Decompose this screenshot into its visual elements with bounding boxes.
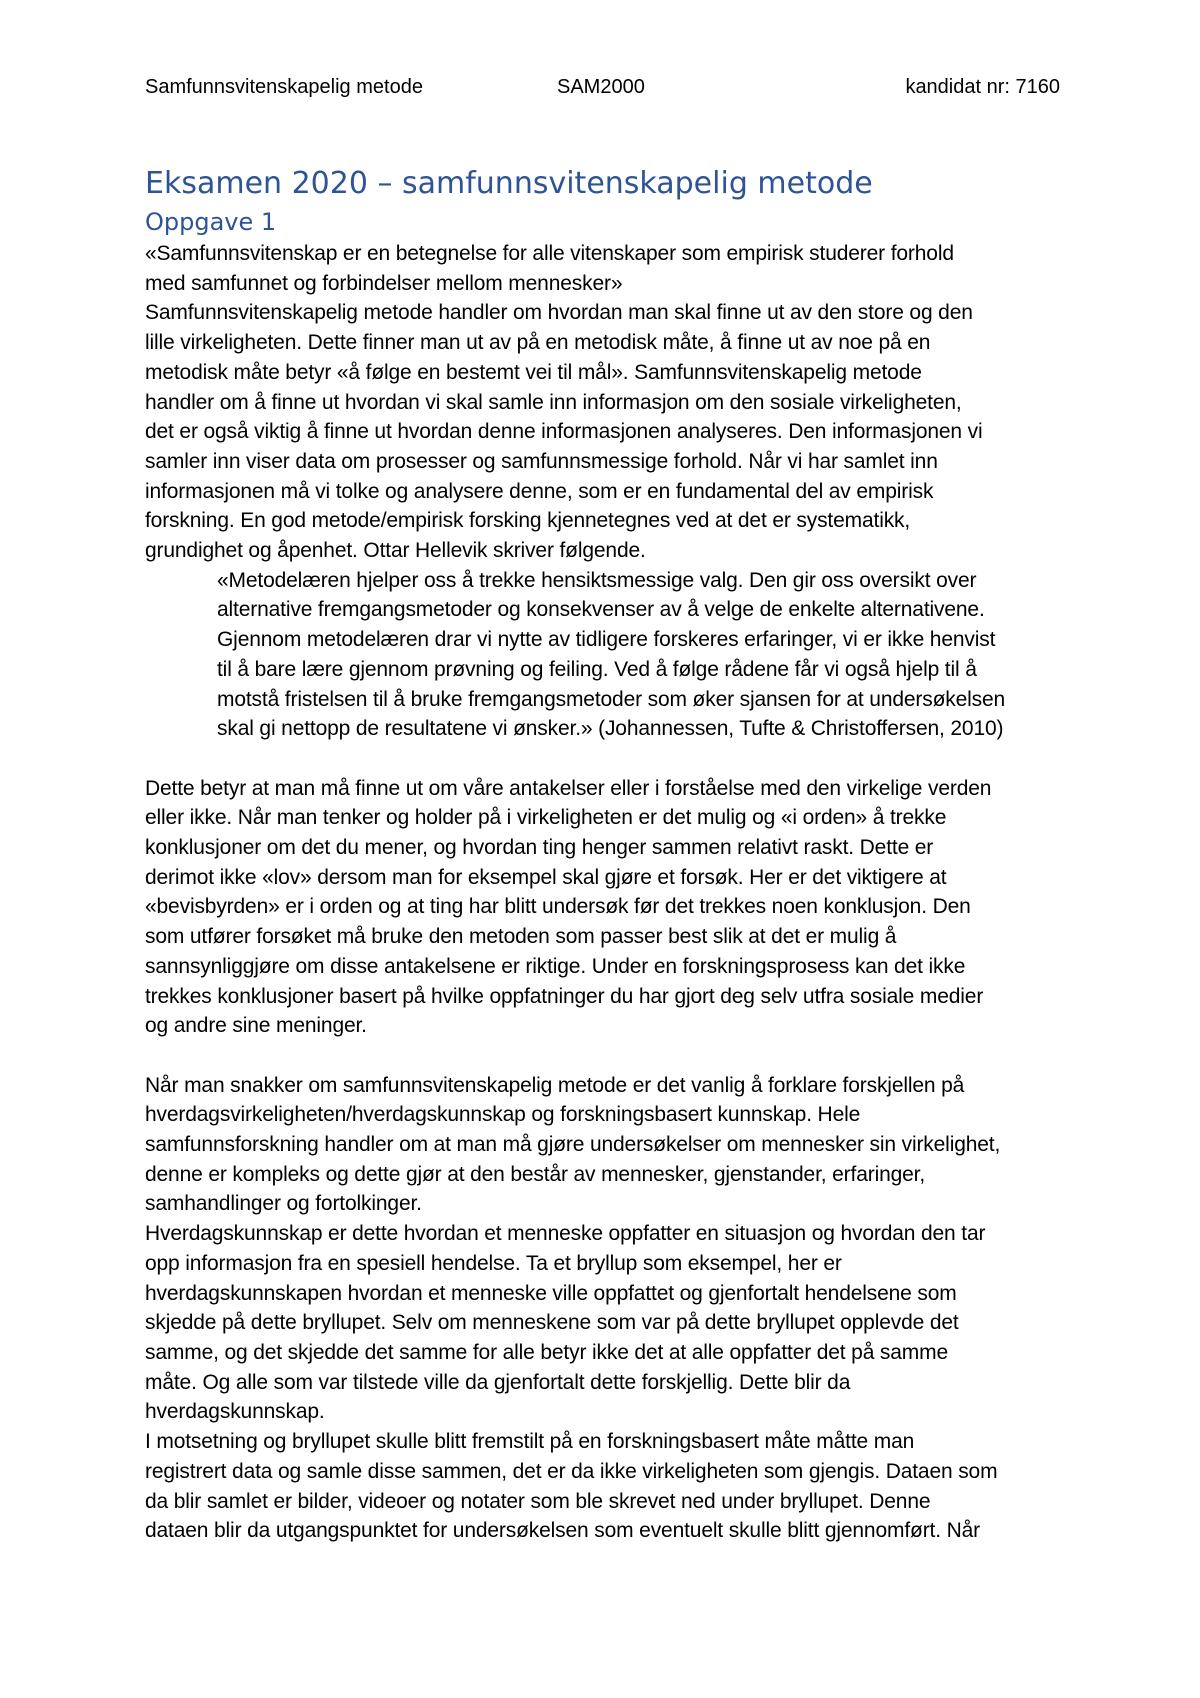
blank-line: [145, 1041, 1075, 1071]
text-line: konklusjoner om det du mener, og hvordan ting henger sammen relativt raskt. Dette er: [145, 836, 934, 860]
text-line: «bevisbyrden» er i orden og at ting har blitt undersøk før det trekkes noen konklusjon. Den: [145, 895, 971, 919]
blank-line: [145, 744, 1075, 774]
text-line: som utfører forsøket må bruke den metoden som passer best slik at det er mulig å: [145, 925, 897, 949]
text-line: skjedde på dette bryllupet. Selv om menneskene som var på dette bryllupet opplevde det: [145, 1311, 959, 1335]
header-course-code: SAM2000: [557, 76, 645, 98]
text-line: Når man snakker om samfunnsvitenskapelig metode er det vanlig å forklare forskjellen på: [145, 1073, 965, 1097]
text-line: trekkes konklusjoner basert på hvilke oppfatninger du har gjort deg selv utfra sosiale medier: [145, 984, 984, 1008]
text-line: da blir samlet er bilder, videoer og notater som ble skrevet ned under bryllupet. Denne: [145, 1489, 931, 1513]
paragraph-research-based: [145, 1427, 1075, 1546]
paragraph-assumptions: [145, 774, 1075, 1041]
block-quote: [217, 566, 1075, 744]
text-line: alternative fremgangsmetoder og konsekvenser av å velge de enkelte alternativene.: [217, 598, 985, 622]
text-line: Hverdagskunnskap er dette hvordan et menneske oppfatter en situasjon og hvordan den tar: [145, 1222, 986, 1246]
text-line: forskning. En god metode/empirisk forsking kjennetegnes ved at det er systematikk,: [145, 509, 911, 533]
text-line: informasjonen må vi tolke og analysere denne, som er en fundamental del av empirisk: [145, 479, 934, 503]
paragraph-everyday-knowledge: [145, 1219, 1075, 1427]
text-line: med samfunnet og forbindelser mellom mennesker»: [145, 271, 623, 295]
text-line: motstå fristelsen til å bruke fremgangsmetoder som øker sjansen for at undersøkelsen: [217, 687, 1006, 711]
text-line: «Metodelæren hjelper oss å trekke hensiktsmessige valg. Den gir oss oversikt over: [217, 568, 977, 592]
text-line: skal gi nettopp de resultatene vi ønsker.» (Johannessen, Tufte & Christoffersen, 2010): [217, 717, 1004, 741]
text-line: hverdagskunnskap.: [145, 1400, 325, 1424]
text-line: Samfunnsvitenskapelig metode handler om hvordan man skal finne ut av den store og den: [145, 301, 973, 325]
text-line: lille virkeligheten. Dette finner man ut av på en metodisk måte, å finne ut av noe på en: [145, 331, 931, 355]
paragraph-everyday-vs-research: [145, 1071, 1075, 1220]
text-line: registrert data og samle disse sammen, det er da ikke virkeligheten som gjengis. Dataen som: [145, 1459, 998, 1483]
text-line: dataen blir da utgangspunktet for undersøkelsen som eventuelt skulle blitt gjennomført. Når: [145, 1519, 980, 1543]
page-header: [145, 74, 1060, 100]
text-line: eller ikke. Når man tenker og holder på i virkeligheten er det mulig og «i orden» å trekke: [145, 806, 947, 830]
text-line: derimot ikke «lov» dersom man for eksempel skal gjøre et forsøk. Her er det viktigere at: [145, 865, 947, 889]
text-line: hverdagskunnskapen hvordan et menneske ville oppfattet og gjenfortalt hendelsene som: [145, 1281, 957, 1305]
text-line: I motsetning og bryllupet skulle blitt fremstilt på en forskningsbasert måte måtte man: [145, 1430, 915, 1454]
text-line: det er også viktig å finne ut hvordan denne informasjonen analyseres. Den informasjonen vi: [145, 420, 983, 444]
document-body: [145, 163, 1075, 1546]
text-line: og andre sine meninger.: [145, 1014, 367, 1038]
text-line: Gjennom metodelæren drar vi nytte av tidligere forskeres erfaringer, vi er ikke henvist: [217, 628, 996, 652]
text-line: sannsynliggjøre om disse antakelsene er riktige. Under en forskningsprosess kan det ikke: [145, 954, 966, 978]
text-line: samfunnsforskning handler om at man må gjøre undersøkelser om mennesker sin virkelighet,: [145, 1133, 1001, 1157]
text-line: «Samfunnsvitenskap er en betegnelse for alle vitenskaper som empirisk studerer forhold: [145, 242, 954, 265]
text-line: samhandlinger og fortolkinger.: [145, 1192, 422, 1216]
document-title: Eksamen 2020 – samfunnsvitenskapelig metode: [145, 166, 873, 201]
text-line: til å bare lære gjennom prøvning og feiling. Ved å følge rådene får vi også hjelp til å: [217, 657, 977, 681]
text-line: måte. Og alle som var tilstede ville da gjenfortalt dette forskjellig. Dette blir da: [145, 1370, 851, 1394]
text-line: opp informasjon fra en spesiell hendelse. Ta et bryllup som eksempel, her er: [145, 1251, 842, 1275]
document-subtitle: Oppgave 1: [145, 208, 277, 236]
text-line: Dette betyr at man må finne ut om våre antakelser eller i forståelse med den virkelige verden: [145, 776, 992, 800]
text-line: samler inn viser data om prosesser og samfunnsmessige forhold. Når vi har samlet inn: [145, 449, 938, 473]
text-line: denne er kompleks og dette gjør at den består av mennesker, gjenstander, erfaringer,: [145, 1162, 926, 1186]
paragraph-method-intro: [145, 298, 1075, 565]
text-line: grundighet og åpenhet. Ottar Hellevik skriver følgende.: [145, 539, 646, 563]
text-line: samme, og det skjedde det samme for alle betyr ikke det at alle oppfatter det på samme: [145, 1340, 949, 1364]
text-line: hverdagsvirkeligheten/hverdagskunnskap og forskningsbasert kunnskap. Hele: [145, 1103, 861, 1127]
header-course-name: Samfunnsvitenskapelig metode: [145, 76, 423, 98]
text-line: handler om å finne ut hvordan vi skal samle inn informasjon om den sosiale virkeligheten,: [145, 390, 962, 414]
paragraph-definition: [145, 239, 1075, 298]
text-line: metodisk måte betyr «å følge en bestemt vei til mål». Samfunnsvitenskapelig metode: [145, 360, 922, 384]
header-candidate-number: kandidat nr: 7160: [905, 76, 1060, 98]
